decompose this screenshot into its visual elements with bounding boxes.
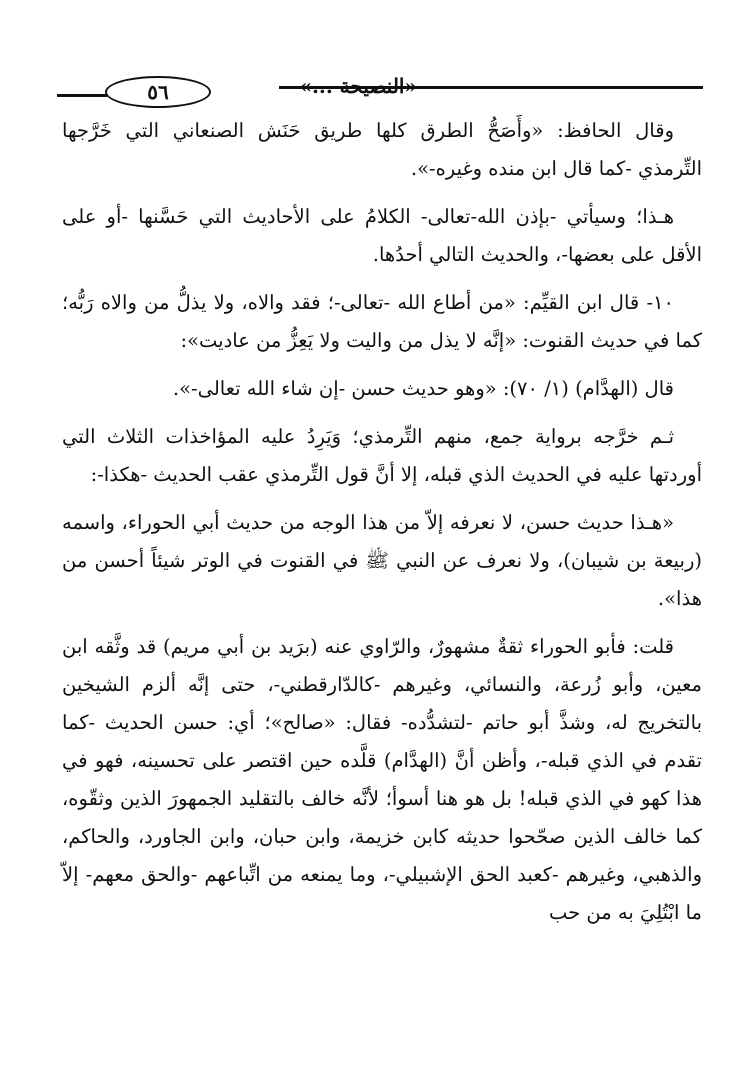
page-header bbox=[57, 66, 703, 106]
header-rule-left bbox=[57, 94, 107, 97]
paragraph: ثـم خرَّجه برواية جمع، منهم التِّرمذي؛ وَيَرِدُ عليه المؤاخذات الثلاث التي أوردتها عليه في الحديث الذي قبله، إلا أنَّ قول التِّرمذي عقب الحديث -هكذا-: bbox=[62, 425, 702, 486]
paragraph: هـذا؛ وسيأتي -بإذن الله-تعالى- الكلامُ على الأحاديث التي حَسَّنها -أو على الأقل على بعضها-، والحديث التالي أحدُها. bbox=[62, 205, 702, 266]
paragraph: قال (الهدَّام) (١/ ٧٠): «وهو حديث حسن -إن شاء الله تعالى-». bbox=[172, 377, 674, 400]
page-number: ٥٦ bbox=[105, 76, 211, 108]
paragraph: ١٠- قال ابن القيِّم: «من أطاع الله -تعالى-؛ فقد والاه، ولا يذلُّ من والاه رَبُّه؛ كما في حديث القنوت: «إنَّه لا يذل من واليت ولا يَعِزُّ من عاديت»: bbox=[62, 291, 702, 352]
body-text bbox=[62, 112, 702, 942]
quotation-paragraph: «هـذا حديث حسن، لا نعرفه إلاّ من هذا الوجه من حديث أبي الحوراء، واسمه (ربيعة بن شيبان)، ولا نعرف عن النبي ﷺ في القنوت في الوتر شيئاً أحسن من هذا». bbox=[62, 511, 702, 610]
paragraph: وقال الحافظ: «وأَصَحُّ الطرق كلها طريق حَنَش الصنعاني التي خَرَّجها التِّرمذي -كما قال ابن منده وغيره-». bbox=[62, 119, 702, 180]
paragraph: قلت: فأبو الحوراء ثقةٌ مشهورٌ، والرّاوي عنه (برَيد بن أبي مريم) قد وثَّقه ابن معين، وأبو زُرعة، والنسائي، وغيرهم -كالدّارقطني-، حتى إنَّه ألزم الشيخين بالتخريج له، وشذَّ أبو حاتم -لتشدُّده- فقال: «صالح»؛ أي: حسن الحديث -كما تقدم في الذي قبله-، وأظن أنَّ (الهدَّام) قلَّده حين اقتصر على تحسينه، فهو في هذا كهو في الذي قبله! بل هو هنا أسوأ؛ لأنَّه خالف بالتقليد الجمهورَ الذين وثقّوه، كما خالف الذين صحّحوا حديثه كابن خزيمة، وابن حبان، وابن الجاورد، والحاكم، والذهبي، وغيرهم -كعبد الحق الإشبيلي-، وما يمنعه من اتِّباعهم -والحق معهم- إلاّ ما ابْتُلِيَ به من حب bbox=[62, 635, 702, 924]
running-title: «النصيحة ...» bbox=[299, 74, 417, 98]
